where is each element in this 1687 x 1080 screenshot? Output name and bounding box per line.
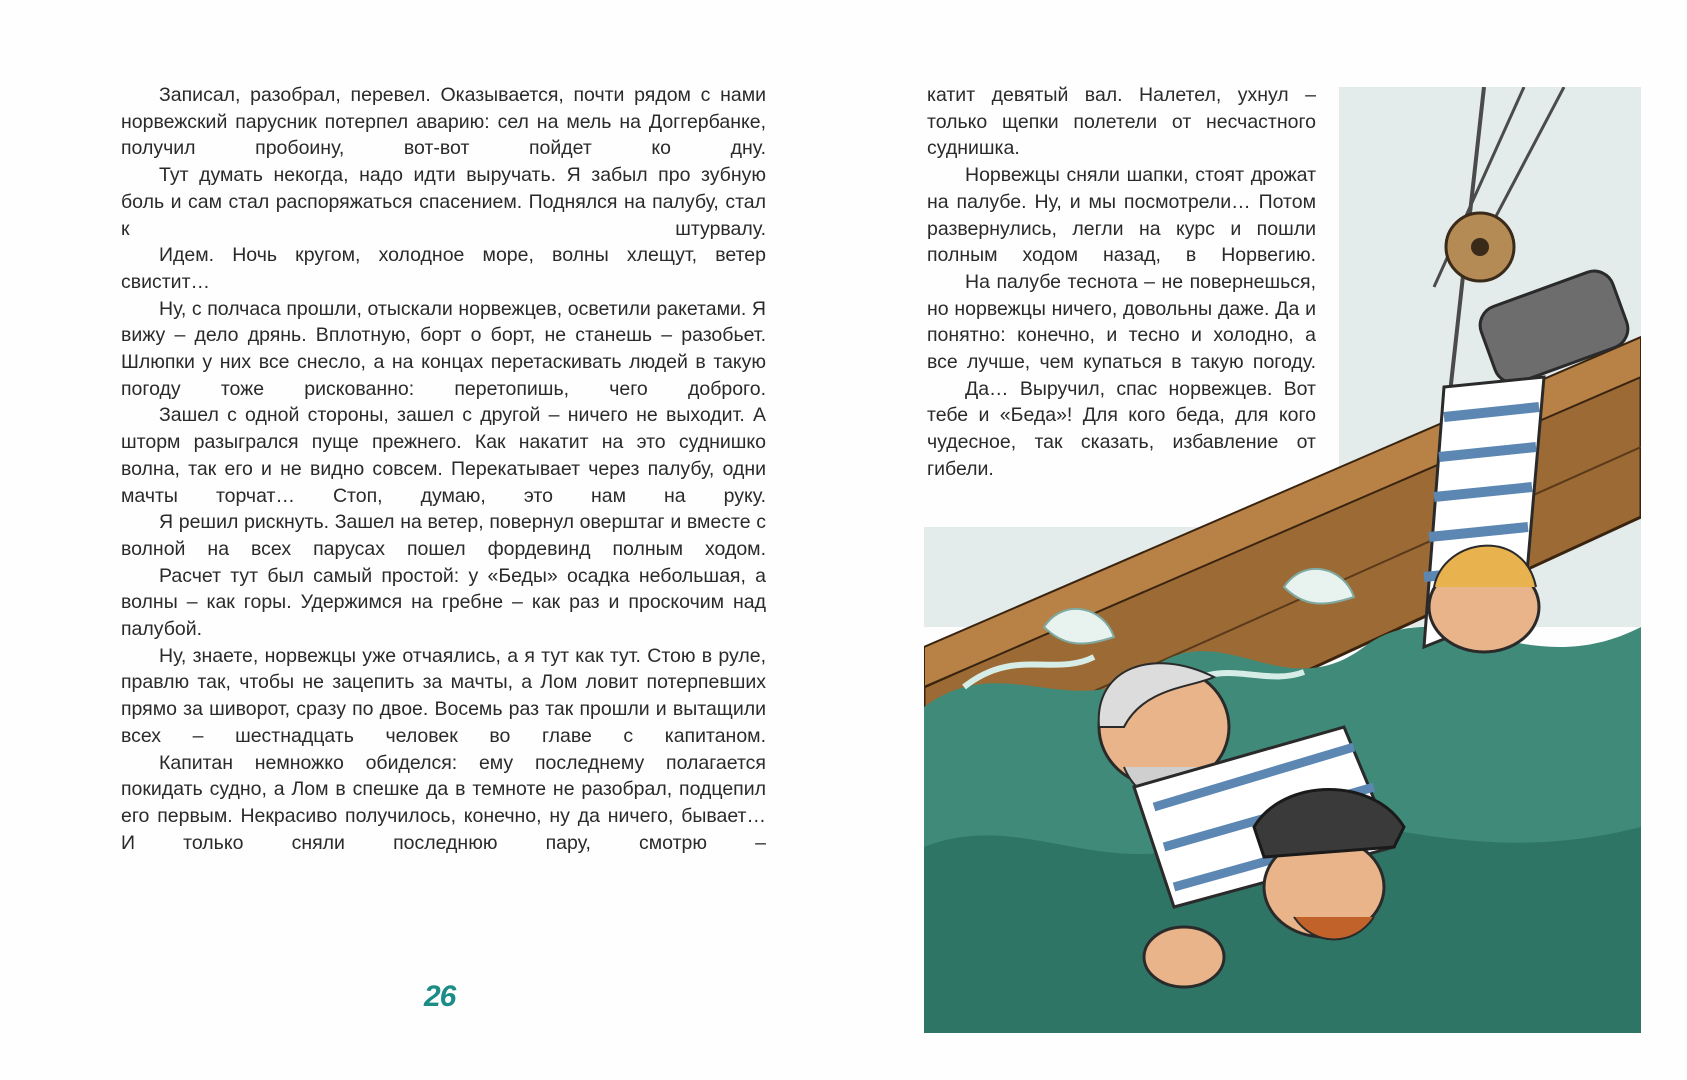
page-number: 26 <box>424 980 456 1013</box>
left-page <box>0 0 843 1080</box>
right-page <box>843 0 1687 1080</box>
paragraph: Записал, разобрал, перевел. Оказывается, почти рядом с нами норвежский парусник потерпел аварию: сел на мель на Доггербанке, получил пробоину, вот-вот пойдет ко дну. <box>121 84 766 160</box>
paragraph: Зашел с одной стороны, зашел с другой – ничего не выходит. А шторм разыгрался пуще прежнего. Как накатит на это суднишко волна, так его и не видно совсем. Перекатывает через палубу, одни мачты торчат… Стоп, думаю, это нам на руку. <box>121 404 766 507</box>
paragraph: Идем. Ночь кругом, холодное море, волны хлещут, ветер свистит… <box>121 244 766 293</box>
right-text-column <box>927 82 1316 483</box>
paragraph: Капитан немножко обиделся: ему последнему полагается покидать судно, а Лом в спешке да в темноте не разобрал, подцепил его первым. Некрасиво получилось, конечно, ну да ничего, бывает… И только сняли последнюю пару, смотрю – <box>121 751 766 854</box>
paragraph: Ну, с полчаса прошли, отыскали норвежцев, осветили ракетами. Я вижу – дело дрянь. Вплотную, борт о борт, не станешь – разобьет. Шлюпки у них все снесло, а на концах перетаскивать людей в такую погоду тоже рискованно: перетопишь, чего доброго. <box>121 297 766 400</box>
paragraph: Ну, знаете, норвежцы уже отчаялись, а я тут как тут. Стою в руле, правлю так, чтобы не зацепить за мачты, а Лом ловит потерпевших прямо за шиворот, сразу по двое. Восемь раз так прошли и вытащили всех – шестнадцать человек во главе с капитаном. <box>121 644 766 747</box>
paragraph: Норвежцы сняли шапки, стоят дрожат на палубе. Ну, и мы посмотрели… Потом развернулись, легли на курс и пошли полным ходом назад, в Норвегию. <box>927 164 1316 267</box>
paragraph: Да… Выручил, спас норвежцев. Вот тебе и «Беда»! Для кого беда, для кого чудесное, так сказать, избавление от гибели. <box>927 377 1316 480</box>
paragraph: Я решил рискнуть. Зашел на ветер, повернул оверштаг и вместе с волной на всех парусах пошел фордевинд полным ходом. <box>121 511 766 560</box>
paragraph: Расчет тут был самый простой: у «Беды» осадка небольшая, а волны – как горы. Удержимся на гребне – как раз и проскочим над палубой. <box>121 564 766 641</box>
paragraph: катит девятый вал. Налетел, ухнул – только щепки полетели от несчастного суднишка. <box>927 84 1316 160</box>
left-text-column <box>121 82 766 856</box>
paragraph: Тут думать некогда, надо идти выручать. Я забыл про зубную боль и сам стал распоряжаться спасением. Поднялся на палубу, стал к штурвалу. <box>121 164 766 240</box>
paragraph: На палубе теснота – не повернешься, но норвежцы ничего, довольны даже. Да и понятно: конечно, и тесно и холодно, а все лучше, чем купаться в такую погоду. <box>927 270 1316 374</box>
